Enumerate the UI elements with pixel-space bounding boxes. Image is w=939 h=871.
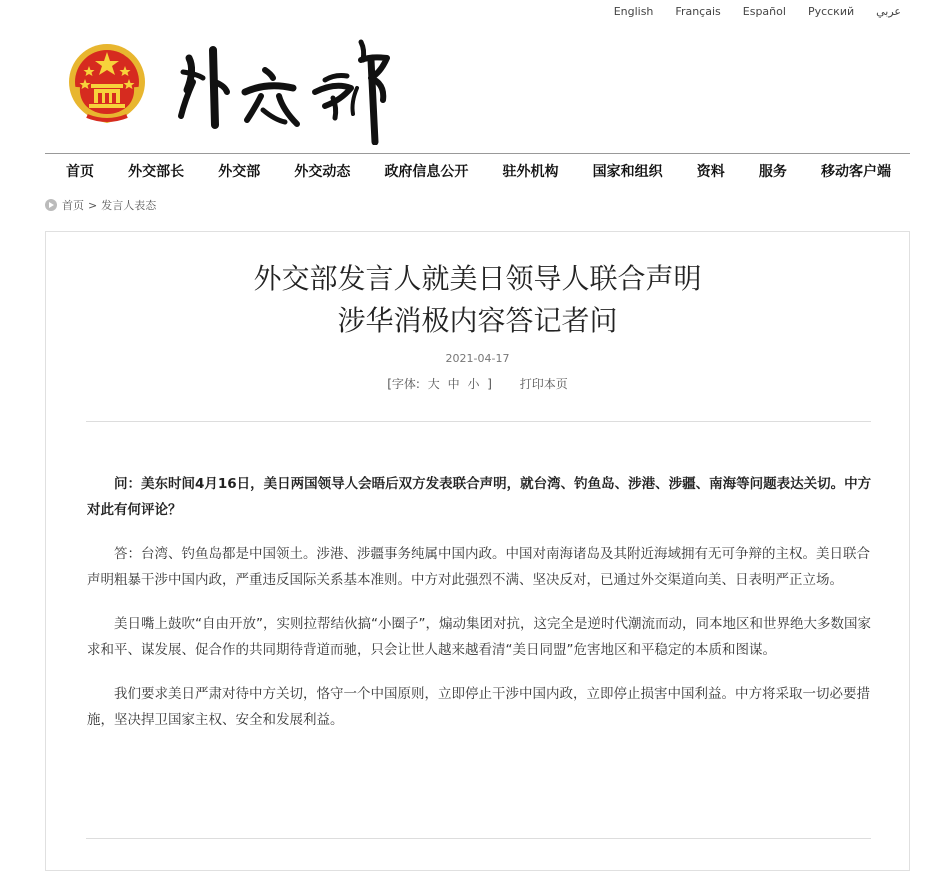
- nav-item-home[interactable]: 首页: [66, 163, 94, 180]
- lang-arabic[interactable]: عربي: [876, 5, 901, 18]
- article-panel: [45, 231, 910, 871]
- breadcrumb-separator: >: [88, 198, 98, 212]
- ministry-calligraphy-logo[interactable]: [175, 30, 410, 145]
- nav-item-gov-info[interactable]: 政府信息公开: [384, 163, 469, 180]
- article-paragraph-question: 问：美东时间4月16日，美日两国领导人会晤后双方发表联合声明，就台湾、钓鱼岛、涉港、涉疆、南海等问题表达关切。中方对此有何评论？: [87, 476, 872, 518]
- breadcrumb-home[interactable]: 首页: [62, 199, 84, 212]
- lang-english[interactable]: English: [613, 5, 654, 18]
- divider-top: [86, 421, 871, 422]
- font-size-label: [字体:: [387, 377, 420, 391]
- lang-russian[interactable]: Русский: [807, 5, 855, 18]
- lang-french[interactable]: Français: [675, 5, 721, 18]
- article-date: 2021-04-17: [445, 352, 510, 365]
- nav-item-missions[interactable]: 驻外机构: [502, 163, 559, 180]
- lang-spanish[interactable]: Español: [742, 5, 786, 18]
- nav-item-news[interactable]: 外交动态: [294, 163, 351, 180]
- language-bar: [592, 5, 901, 18]
- article-body: [87, 471, 874, 751]
- article-tools: [46, 375, 909, 392]
- main-nav: [45, 153, 910, 187]
- nav-item-services[interactable]: 服务: [758, 163, 787, 180]
- article-title-line1: 外交部发言人就美日领导人联合声明: [253, 262, 702, 295]
- nav-item-resources[interactable]: 资料: [696, 163, 725, 180]
- font-size-large-button[interactable]: 大: [427, 377, 440, 391]
- nav-item-mobile[interactable]: 移动客户端: [820, 163, 891, 180]
- nav-item-minister[interactable]: 外交部长: [128, 163, 185, 180]
- article-paragraph: 我们要求美日严肃对待中方关切，恪守一个中国原则，立即停止干涉中国内政，立即停止损害中国利益。中方将采取一切必要措施，坚决捍卫国家主权、安全和发展利益。: [87, 686, 870, 728]
- font-size-close: ]: [487, 377, 492, 391]
- breadcrumb: [45, 197, 156, 213]
- article-title-line2: 涉华消极内容答记者问: [337, 304, 618, 337]
- article-paragraph: 美日嘴上鼓吹“自由开放”，实则拉帮结伙搞“小圈子”，煽动集团对抗，这完全是逆时代潮流而动，同本地区和世界绝大多数国家求和平、谋发展、促合作的共同期待背道而驰，只会让世人越来越看清“美日同盟”危害地区和平稳定的本质和图谋。: [87, 616, 871, 658]
- breadcrumb-arrow-icon: [45, 199, 57, 211]
- print-page-button[interactable]: 打印本页: [519, 377, 568, 391]
- font-size-medium-button[interactable]: 中: [447, 377, 460, 391]
- national-emblem-icon[interactable]: [67, 42, 147, 124]
- nav-item-countries[interactable]: 国家和组织: [592, 163, 663, 180]
- font-size-small-button[interactable]: 小: [467, 377, 480, 391]
- divider-bottom: [86, 838, 871, 839]
- nav-item-ministry[interactable]: 外交部: [218, 163, 261, 180]
- breadcrumb-section[interactable]: 发言人表态: [101, 199, 157, 212]
- article-paragraph: 答：台湾、钓鱼岛都是中国领土。涉港、涉疆事务纯属中国内政。中国对南海诸岛及其附近海域拥有无可争辩的主权。美日联合声明粗暴干涉中国内政，严重违反国际关系基本准则。中方对此强烈不满、坚决反对，已通过外交渠道向美、日表明严正立场。: [87, 546, 870, 588]
